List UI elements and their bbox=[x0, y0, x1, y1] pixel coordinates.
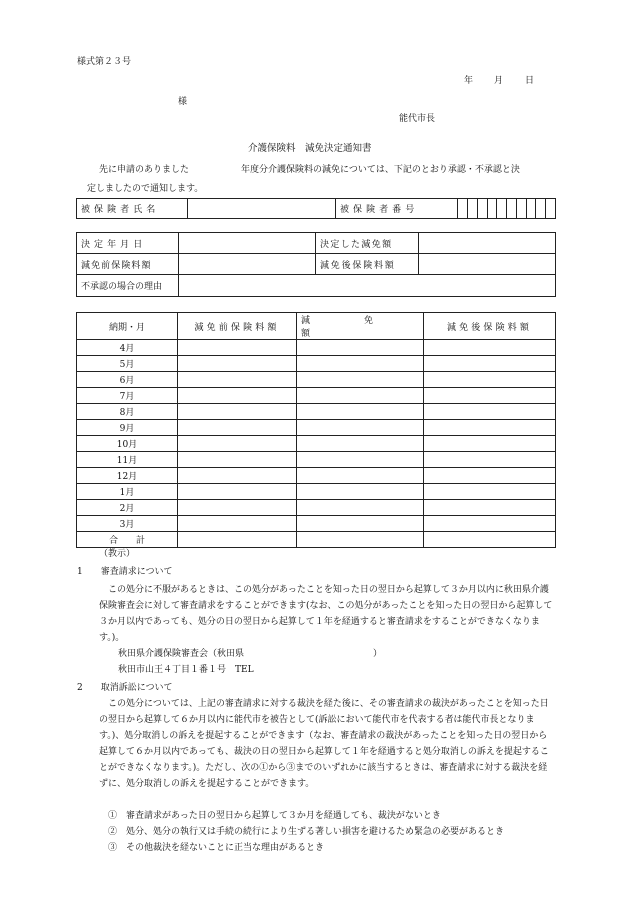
after-cell[interactable] bbox=[424, 372, 556, 388]
month-cell: 10月 bbox=[77, 436, 178, 452]
intro-part3: 定しましたので通知します。 bbox=[87, 184, 204, 194]
total-after-cell[interactable] bbox=[424, 532, 556, 548]
sender: 能代市長 bbox=[399, 114, 436, 124]
reduction-cell[interactable] bbox=[297, 516, 424, 532]
date-year: 年 bbox=[464, 76, 474, 86]
total-label: 合 計 bbox=[77, 532, 178, 548]
after-cell[interactable] bbox=[424, 340, 556, 356]
reduction-cell[interactable] bbox=[297, 500, 424, 516]
insured-number-digit[interactable] bbox=[546, 199, 556, 219]
section1-address-2: 秋田市山王４丁目１番１号 TEL bbox=[118, 665, 254, 675]
reduction-cell[interactable] bbox=[297, 356, 424, 372]
page-title: 介護保険料 減免決定通知書 bbox=[248, 143, 372, 154]
after-cell[interactable] bbox=[424, 356, 556, 372]
after-cell[interactable] bbox=[424, 436, 556, 452]
after-cell[interactable] bbox=[424, 484, 556, 500]
section1-address-1 bbox=[118, 646, 383, 662]
before-cell[interactable] bbox=[178, 404, 297, 420]
month-cell: 3月 bbox=[77, 516, 178, 532]
table-row bbox=[77, 468, 556, 484]
decision-table bbox=[76, 232, 556, 297]
reduction-cell[interactable] bbox=[297, 436, 424, 452]
reduction-cell[interactable] bbox=[297, 404, 424, 420]
insured-name-label: 被保険者氏名 bbox=[77, 199, 188, 219]
table-row bbox=[77, 388, 556, 404]
section2-item: ② 処分、処分の執行又は手続の続行により生ずる著しい損害を避けるため緊急の必要があるとき bbox=[108, 827, 505, 837]
decided-amount-label: 決定した減免額 bbox=[316, 233, 419, 254]
after-amount-field[interactable] bbox=[419, 254, 556, 275]
insured-info-table bbox=[76, 198, 556, 219]
table-row bbox=[77, 356, 556, 372]
insured-number-digit[interactable] bbox=[477, 199, 487, 219]
after-cell[interactable] bbox=[424, 404, 556, 420]
section2-item: ① 審査請求があった日の翌日から起算して３か月を経過しても、裁決がないとき bbox=[108, 811, 441, 821]
appeal-board-name: 秋田県介護保険審査会（秋田県 bbox=[118, 649, 245, 659]
after-cell[interactable] bbox=[424, 452, 556, 468]
section1-heading: 1 審査請求について bbox=[77, 567, 173, 577]
before-cell[interactable] bbox=[178, 356, 297, 372]
month-cell: 11月 bbox=[77, 452, 178, 468]
before-cell[interactable] bbox=[178, 484, 297, 500]
insured-name-field[interactable] bbox=[187, 199, 335, 219]
table-row bbox=[77, 404, 556, 420]
header-period: 納期・月 bbox=[77, 313, 178, 340]
insured-number-label: 被保険者番号 bbox=[335, 199, 457, 219]
reason-label: 不承認の場合の理由 bbox=[77, 275, 179, 297]
insured-number-digit[interactable] bbox=[526, 199, 536, 219]
reduction-cell[interactable] bbox=[297, 468, 424, 484]
after-cell[interactable] bbox=[424, 500, 556, 516]
decided-amount-field[interactable] bbox=[419, 233, 556, 254]
reduction-cell[interactable] bbox=[297, 372, 424, 388]
table-row bbox=[77, 484, 556, 500]
after-amount-label: 減免後保険料額 bbox=[316, 254, 419, 275]
month-cell: 7月 bbox=[77, 388, 178, 404]
before-amount-field[interactable] bbox=[179, 254, 316, 275]
table-row bbox=[77, 500, 556, 516]
intro-part1: 先に申請のありました bbox=[99, 165, 190, 175]
header-reduction: 減 免 額 bbox=[297, 313, 424, 340]
form-number: 様式第２３号 bbox=[77, 57, 132, 67]
total-row bbox=[77, 532, 556, 548]
decision-date-label: 決定年月日 bbox=[77, 233, 179, 254]
insured-number-digit[interactable] bbox=[536, 199, 546, 219]
month-cell: 4月 bbox=[77, 340, 178, 356]
monthly-table bbox=[76, 312, 556, 548]
section1-body: この処分に不服があるときは、この処分があったことを知った日の翌日から起算して３か月以内に秋田県介護保険審査会に対して審査請求をすることができます(なお、この処分があったことを知った日の翌日から起算して３か月以内であっても、処分の日の翌日から起算して１年を経過すると審査請求をすることができなくなります。)。 bbox=[99, 585, 553, 643]
appeal-board-close: ） bbox=[373, 649, 383, 659]
before-amount-label: 減免前保険料額 bbox=[77, 254, 179, 275]
insured-number-digit[interactable] bbox=[516, 199, 526, 219]
reduction-cell[interactable] bbox=[297, 420, 424, 436]
table-row bbox=[77, 452, 556, 468]
table-row bbox=[77, 340, 556, 356]
decision-date-field[interactable] bbox=[179, 233, 316, 254]
notice-label: （教示） bbox=[99, 549, 136, 559]
addressee-suffix: 様 bbox=[178, 97, 188, 107]
date-month: 月 bbox=[494, 76, 504, 86]
after-cell[interactable] bbox=[424, 388, 556, 404]
intro-part2: 年度分介護保険料の減免については、下記のとおり承認・不承認と決 bbox=[241, 165, 520, 175]
before-cell[interactable] bbox=[178, 420, 297, 436]
header-before: 減免前保険料額 bbox=[178, 313, 297, 340]
section2-item: ③ その他裁決を経ないことに正当な理由があるとき bbox=[108, 843, 325, 853]
reduction-cell[interactable] bbox=[297, 340, 424, 356]
insured-number-digit[interactable] bbox=[487, 199, 497, 219]
reduction-cell[interactable] bbox=[297, 452, 424, 468]
reduction-cell[interactable] bbox=[297, 484, 424, 500]
before-cell[interactable] bbox=[178, 388, 297, 404]
month-cell: 1月 bbox=[77, 484, 178, 500]
after-cell[interactable] bbox=[424, 468, 556, 484]
table-row bbox=[77, 372, 556, 388]
month-cell: 5月 bbox=[77, 356, 178, 372]
month-cell: 2月 bbox=[77, 500, 178, 516]
table-row bbox=[77, 516, 556, 532]
before-cell[interactable] bbox=[178, 468, 297, 484]
total-before-cell[interactable] bbox=[178, 532, 297, 548]
reason-field[interactable] bbox=[179, 275, 556, 297]
section2-body: この処分については、上記の審査請求に対する裁決を経た後に、その審査請求の裁決があったことを知った日の翌日から起算して６か月以内に能代市を被告として(訴訟において能代市を代表する者は能代市長となります。)、処分取消しの訴えを提起することができます（なお、審査請求の裁決があったことを知った日の翌日から起算して６か月以内であっても、裁決の日の翌日から起算して１年を経過すると処分取消しの訴えを提起することができなくなります。)。ただし、次の①から③までのいずれかに該当するときは、審査請求に対する裁決を経ずに、処分取消しの訴えを提起することができます。 bbox=[99, 699, 549, 789]
insured-number-digit[interactable] bbox=[507, 199, 517, 219]
month-cell: 6月 bbox=[77, 372, 178, 388]
before-cell[interactable] bbox=[178, 516, 297, 532]
before-cell[interactable] bbox=[178, 436, 297, 452]
before-cell[interactable] bbox=[178, 452, 297, 468]
header-after: 減免後保険料額 bbox=[424, 313, 556, 340]
month-cell: 9月 bbox=[77, 420, 178, 436]
date-day: 日 bbox=[525, 76, 535, 86]
reduction-cell[interactable] bbox=[297, 388, 424, 404]
month-cell: 12月 bbox=[77, 468, 178, 484]
before-cell[interactable] bbox=[178, 500, 297, 516]
section2-heading: 2 取消訴訟について bbox=[77, 683, 173, 693]
before-cell[interactable] bbox=[178, 340, 297, 356]
table-row bbox=[77, 420, 556, 436]
after-cell[interactable] bbox=[424, 420, 556, 436]
insured-number-digit[interactable] bbox=[468, 199, 478, 219]
insured-number-digit[interactable] bbox=[497, 199, 507, 219]
month-cell: 8月 bbox=[77, 404, 178, 420]
before-cell[interactable] bbox=[178, 372, 297, 388]
total-reduction-cell[interactable] bbox=[297, 532, 424, 548]
insured-number-digit[interactable] bbox=[458, 199, 468, 219]
after-cell[interactable] bbox=[424, 516, 556, 532]
table-row bbox=[77, 436, 556, 452]
